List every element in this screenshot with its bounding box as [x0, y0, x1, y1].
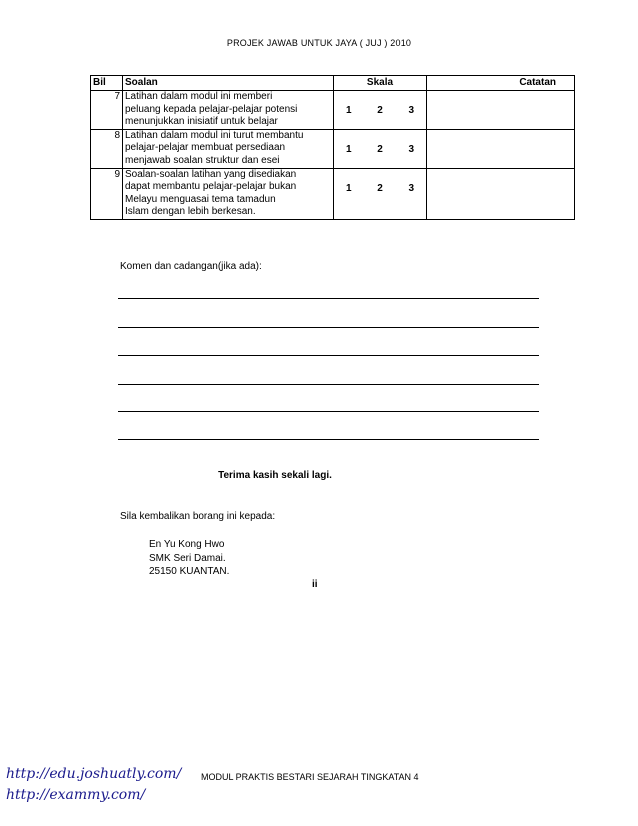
scale-option-3[interactable]: 3: [408, 182, 414, 194]
table-row: [91, 91, 575, 130]
question-line: Soalan-soalan latihan yang disediakan: [125, 168, 297, 180]
notes-cell[interactable]: [427, 168, 575, 219]
notes-cell[interactable]: [427, 91, 575, 130]
question-line: pelajar-pelajar membuat persediaan: [125, 142, 286, 154]
comment-line[interactable]: [118, 327, 539, 328]
col-skala: Skala: [334, 76, 427, 91]
comment-line[interactable]: [118, 411, 539, 412]
comment-line[interactable]: [118, 439, 539, 440]
question-text: [123, 129, 334, 168]
scale-option-2[interactable]: 2: [377, 182, 383, 194]
address-line: 25150 KUANTAN.: [149, 566, 230, 577]
table-row: [91, 129, 575, 168]
address-line: SMK Seri Damai.: [149, 552, 226, 564]
scale-option-1[interactable]: 1: [346, 143, 352, 155]
question-text: [123, 168, 334, 219]
scale-option-1[interactable]: 1: [346, 105, 352, 116]
scale-cell: [334, 129, 427, 168]
question-line: menunjukkan inisiatif untuk belajar: [125, 116, 278, 128]
address-line: En Yu Kong Hwo: [149, 539, 225, 550]
thanks-message: Terima kasih sekali lagi.: [218, 470, 332, 481]
comment-line[interactable]: [118, 298, 539, 299]
scale-option-2[interactable]: 2: [377, 143, 383, 155]
col-catatan: Catatan: [427, 76, 575, 91]
col-bil: Bil: [91, 76, 123, 91]
row-number: 7: [91, 91, 123, 130]
question-line: Latihan dalam modul ini memberi: [125, 91, 273, 102]
return-address: [149, 538, 229, 579]
question-line: dapat membantu pelajar-pelajar bukan: [125, 181, 297, 193]
scale-option-2[interactable]: 2: [377, 105, 383, 116]
comments-label: Komen dan cadangan(jika ada):: [120, 261, 262, 272]
page-footer: MODUL PRAKTIS BESTARI SEJARAH TINGKATAN 4: [201, 772, 419, 782]
row-number: 8: [91, 129, 123, 168]
question-line: Latihan dalam modul ini turut membantu: [125, 129, 304, 141]
question-line: peluang kepada pelajar-pelajar potensi: [125, 103, 298, 115]
scale-option-3[interactable]: 3: [408, 143, 414, 155]
scale-cell: [334, 168, 427, 219]
table-header-row: [91, 76, 575, 91]
row-number: 9: [91, 168, 123, 219]
question-line: Islam dengan lebih berkesan.: [125, 206, 256, 218]
col-soalan: Soalan: [123, 76, 334, 91]
scale-option-3[interactable]: 3: [408, 105, 414, 116]
page-header: PROJEK JAWAB UNTUK JAYA ( JUJ ) 2010: [226, 38, 412, 48]
comment-line[interactable]: [118, 355, 539, 356]
question-line: Melayu menguasai tema tamadun: [125, 193, 276, 205]
table-row: [91, 168, 575, 219]
question-line: menjawab soalan struktur dan esei: [125, 154, 280, 166]
comment-line[interactable]: [118, 384, 539, 385]
scale-option-1[interactable]: 1: [346, 182, 352, 194]
return-instruction: Sila kembalikan borang ini kepada:: [120, 511, 276, 522]
watermark-link[interactable]: http://exammy.com/: [6, 787, 146, 803]
page-number: ii: [312, 579, 318, 590]
watermark-link[interactable]: http://edu.joshuatly.com/: [6, 766, 182, 782]
survey-table: [90, 75, 575, 220]
scale-cell: [334, 91, 427, 130]
notes-cell[interactable]: [427, 129, 575, 168]
question-text: [123, 91, 334, 130]
